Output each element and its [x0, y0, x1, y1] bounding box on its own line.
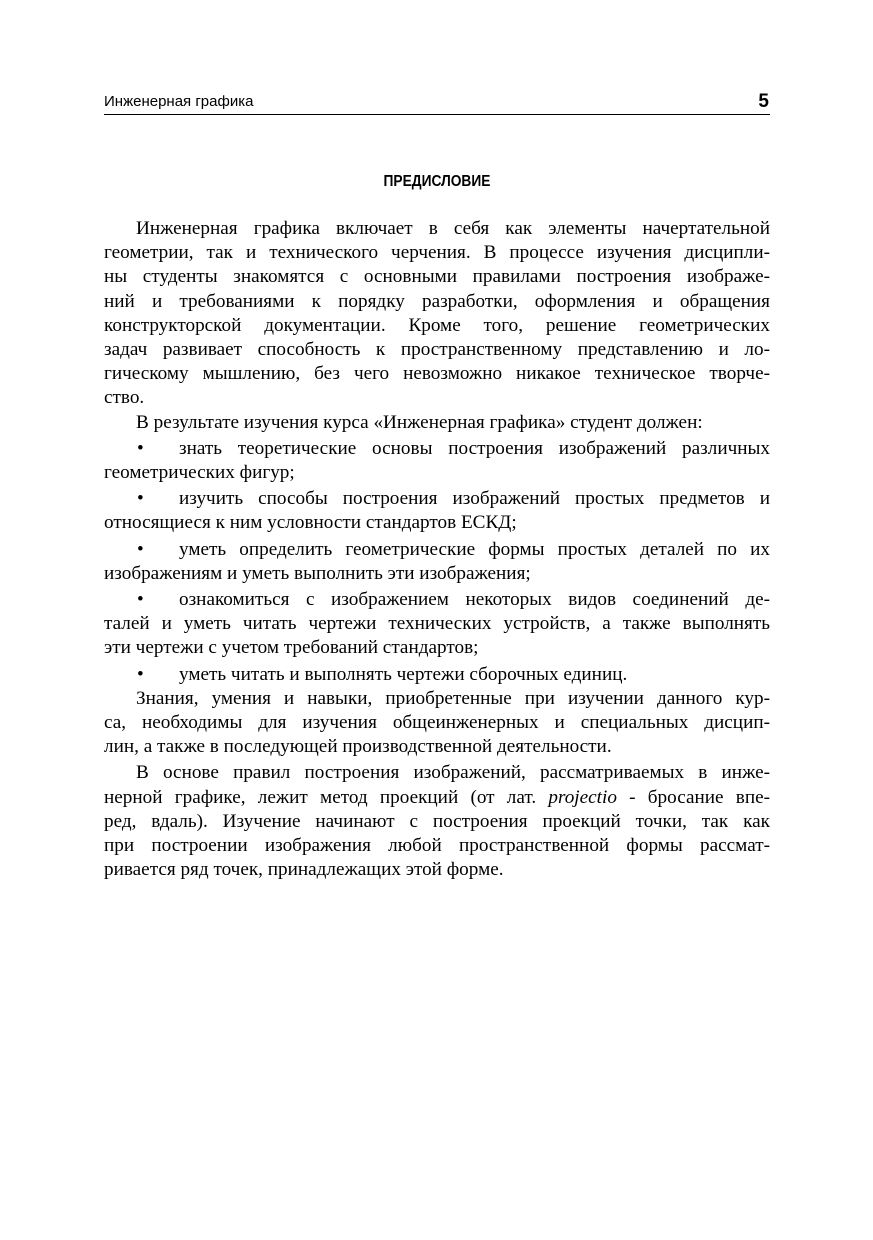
- text-line: задач развивает способность к пространственному представлению и ло-: [104, 339, 770, 361]
- bullet-icon: •: [137, 488, 144, 510]
- running-title: Инженерная графика: [104, 93, 254, 110]
- bullet-text: эти чертежи с учетом требований стандартов;: [104, 637, 479, 659]
- bullet-text: талей и уметь читать чертежи технических устройств, а также выполнять: [104, 613, 770, 635]
- bullet-text: ознакомиться с изображением некоторых видов соединений де-: [179, 589, 770, 611]
- bullet-item: [104, 437, 770, 485]
- bullet-icon: •: [137, 437, 144, 459]
- bullet-item: [104, 538, 770, 586]
- bullet-icon: •: [137, 663, 144, 685]
- bullet-item: [104, 588, 770, 661]
- bullet-text: уметь определить геометрические формы простых деталей по их: [179, 538, 770, 560]
- text-line: В основе правил построения изображений, рассматриваемых в инже-: [136, 762, 770, 784]
- paragraph-knowledge: [104, 687, 770, 760]
- paragraph-intro: [104, 217, 770, 411]
- text-line: Знания, умения и навыки, приобретенные при изучении данного кур-: [136, 687, 770, 709]
- bullet-icon: •: [137, 538, 144, 560]
- page-number: 5: [758, 91, 769, 112]
- body-text: [104, 217, 770, 882]
- text-line: геометрии, так и технического черчения. В процессе изучения дисципли-: [104, 242, 770, 264]
- running-header: [104, 92, 770, 115]
- text-line: ны студенты знакомятся с основными правилами построения изображе-: [104, 266, 770, 288]
- bullet-text: изучить способы построения изображений простых предметов и: [179, 488, 770, 510]
- text-fragment: - бросание впе-: [616, 786, 770, 808]
- bullet-text: изображениям и уметь выполнить эти изображения;: [104, 562, 531, 584]
- text-line: [104, 786, 770, 810]
- bullet-text: относящиеся к ним условности стандартов ЕСКД;: [104, 512, 517, 534]
- text-line: при построении изображения любой пространственной формы рассмат-: [104, 835, 770, 857]
- text-line: ривается ряд точек, принадлежащих этой форме.: [104, 859, 504, 881]
- text-line: ство.: [104, 387, 145, 409]
- text-line: гическому мышлению, без чего невозможно никакое техническое творче-: [104, 363, 770, 385]
- section-title: ПРЕДИСЛОВИЕ: [383, 173, 491, 190]
- bullet-item: [104, 487, 770, 535]
- latin-term: projectio: [548, 786, 617, 808]
- text-line: лин, а также в последующей производственной деятельности.: [104, 736, 612, 758]
- bullet-text: уметь читать и выполнять чертежи сборочных единиц.: [179, 663, 628, 685]
- text-line: конструкторской документации. Кроме того, решение геометрических: [104, 314, 770, 336]
- bullet-text: геометрических фигур;: [104, 462, 295, 484]
- text-line: ний и требованиями к порядку разработки, оформления и обращения: [104, 290, 770, 312]
- bullet-text: знать теоретические основы построения изображений различных: [179, 437, 770, 459]
- bullet-item: [104, 663, 770, 687]
- paragraph-projection-method: [104, 761, 770, 882]
- text-line: Инженерная графика включает в себя как элементы начертательной: [136, 218, 770, 239]
- text-fragment: нерной графике, лежит метод проекций (от лат.: [104, 786, 549, 808]
- bullet-icon: •: [137, 589, 144, 611]
- text-line: са, необходимы для изучения общеинженерных и специальных дисцип-: [104, 712, 770, 734]
- text-line: ред, вдаль). Изучение начинают с построения проекций точки, так как: [104, 810, 770, 832]
- paragraph-requirements: В результате изучения курса «Инженерная графика» студент должен:: [136, 411, 703, 433]
